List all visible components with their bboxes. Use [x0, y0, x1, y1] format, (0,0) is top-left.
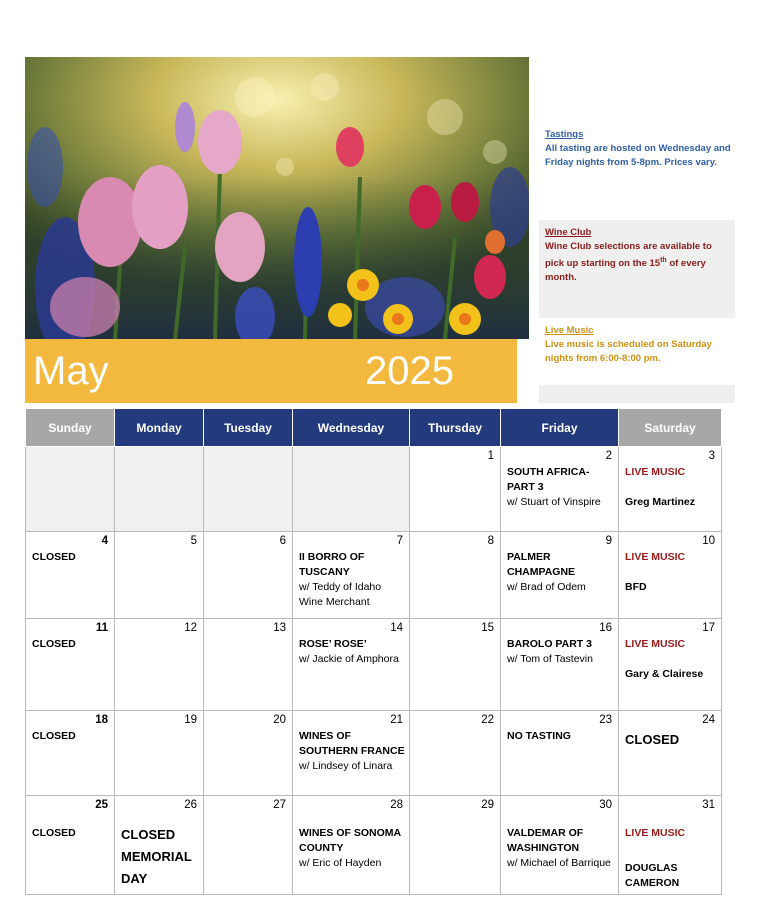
- day-number: 27: [273, 799, 286, 811]
- calendar-week-row: [26, 796, 722, 895]
- live-music-heading: Live Music: [545, 325, 594, 336]
- day-number: 3: [708, 450, 715, 462]
- day-events: [121, 824, 199, 890]
- calendar-day-cell: [26, 711, 115, 796]
- day-events: [507, 550, 614, 595]
- calendar-week-row: [26, 711, 722, 796]
- day-number: 6: [279, 535, 286, 547]
- day-number: 14: [390, 622, 403, 634]
- year-label: 2025: [365, 349, 454, 393]
- event-host: w/ Tom of Tastevin: [507, 653, 593, 665]
- live-music-note: [545, 324, 731, 366]
- calendar-day-cell: [410, 796, 501, 895]
- day-number: 1: [487, 450, 494, 462]
- calendar-day-cell: [204, 711, 293, 796]
- day-events: [299, 550, 405, 610]
- day-events: [507, 826, 614, 871]
- performer-name: BFD: [625, 581, 647, 593]
- header-friday: Friday: [501, 409, 619, 447]
- day-events: [507, 729, 614, 744]
- calendar-day-cell: [293, 532, 410, 619]
- live-music-text: Live music is scheduled on Saturday nights from 6:00-8:00 pm.: [545, 339, 712, 364]
- day-number: 5: [190, 535, 197, 547]
- header-sunday: Sunday: [26, 409, 115, 447]
- calendar-day-cell: [204, 796, 293, 895]
- performer-name: Gary & Clairese: [625, 668, 704, 680]
- calendar-day-cell: [410, 619, 501, 711]
- calendar-week-row: [26, 447, 722, 532]
- performer-name: DOUGLAS CAMERON: [625, 862, 680, 889]
- calendar-day-cell: [619, 711, 722, 796]
- calendar-day-cell: [410, 447, 501, 532]
- blank-note-box: [539, 385, 735, 403]
- event-title: BAROLO PART 3: [507, 638, 592, 650]
- calendar-day-cell: [115, 447, 204, 532]
- calendar-week-row: [26, 532, 722, 619]
- day-events: [299, 729, 405, 774]
- closed-notice: CLOSED: [625, 732, 680, 747]
- day-number: 29: [481, 799, 494, 811]
- day-number: 17: [702, 622, 715, 634]
- calendar-day-cell: [501, 619, 619, 711]
- event-host: w/ Brad of Odem: [507, 581, 586, 593]
- calendar-day-cell: [204, 619, 293, 711]
- day-events: [625, 637, 717, 682]
- calendar-day-cell: [501, 711, 619, 796]
- month-banner: [25, 339, 517, 403]
- calendar-body: [26, 447, 722, 895]
- wine-club-sup: th: [660, 257, 667, 264]
- weekday-header-row: [26, 409, 722, 447]
- live-music-tag: LIVE MUSIC: [625, 827, 686, 839]
- day-events: [507, 637, 614, 667]
- live-music-tag: LIVE MUSIC: [625, 638, 686, 650]
- calendar-week-row: [26, 619, 722, 711]
- closed-notice: CLOSED MEMORIAL DAY: [121, 827, 192, 886]
- calendar-day-cell: [293, 711, 410, 796]
- event-host: w/ Eric of Hayden: [299, 857, 382, 869]
- header-thursday: Thursday: [410, 409, 501, 447]
- wine-club-text: Wine Club selections are available to pick up starting on the 15: [545, 241, 712, 270]
- day-number: 24: [702, 714, 715, 726]
- day-number: 23: [599, 714, 612, 726]
- calendar-day-cell: [115, 796, 204, 895]
- calendar-day-cell: [26, 619, 115, 711]
- tastings-note: [545, 128, 731, 170]
- day-number: 28: [390, 799, 403, 811]
- live-music-tag: LIVE MUSIC: [625, 551, 686, 563]
- day-number: 13: [273, 622, 286, 634]
- day-number: 22: [481, 714, 494, 726]
- calendar-day-cell: [410, 532, 501, 619]
- calendar-day-cell: [410, 711, 501, 796]
- event-title: CLOSED: [32, 551, 76, 563]
- live-music-tag: LIVE MUSIC: [625, 466, 686, 478]
- day-number: 11: [95, 622, 108, 634]
- event-title: WINES OF SOUTHERN FRANCE: [299, 730, 405, 757]
- calendar-day-cell: [293, 619, 410, 711]
- event-host: w/ Teddy of Idaho Wine Merchant: [299, 581, 382, 608]
- day-number: 15: [481, 622, 494, 634]
- event-title: PALMER CHAMPAGNE: [507, 551, 576, 578]
- event-host: w/ Lindsey of Linara: [299, 760, 393, 772]
- day-number: 30: [599, 799, 612, 811]
- day-events: [32, 550, 110, 565]
- calendar-day-cell: [293, 796, 410, 895]
- event-title: SOUTH AFRICA-PART 3: [507, 466, 590, 493]
- calendar-day-cell: [293, 447, 410, 532]
- day-events: [299, 826, 405, 871]
- day-events: [625, 729, 717, 751]
- calendar-day-cell: [115, 711, 204, 796]
- calendar-day-cell: [619, 532, 722, 619]
- wine-club-text-end: of every month.: [545, 258, 706, 284]
- day-events: [299, 637, 405, 667]
- calendar-day-cell: [26, 447, 115, 532]
- event-host: w/ Jackie of Amphora: [299, 653, 399, 665]
- calendar-day-cell: [204, 532, 293, 619]
- day-number: 31: [702, 799, 715, 811]
- day-events: [32, 826, 110, 841]
- day-number: 26: [184, 799, 197, 811]
- calendar-day-cell: [501, 447, 619, 532]
- day-number: 9: [605, 535, 612, 547]
- event-title: CLOSED: [32, 638, 76, 650]
- day-events: [625, 465, 717, 510]
- calendar-day-cell: [501, 796, 619, 895]
- day-events: [507, 465, 614, 510]
- calendar-day-cell: [501, 532, 619, 619]
- event-title: NO TASTING: [507, 730, 571, 742]
- calendar-day-cell: [619, 447, 722, 532]
- day-number: 18: [95, 714, 108, 726]
- event-title: CLOSED: [32, 827, 76, 839]
- day-number: 25: [95, 799, 108, 811]
- calendar-day-cell: [619, 796, 722, 895]
- day-number: 12: [184, 622, 197, 634]
- header-wednesday: Wednesday: [293, 409, 410, 447]
- calendar-day-cell: [619, 619, 722, 711]
- event-title: ROSE’ ROSE’: [299, 638, 367, 650]
- header-saturday: Saturday: [619, 409, 722, 447]
- day-number: 19: [184, 714, 197, 726]
- event-title: II BORRO OF TUSCANY: [299, 551, 365, 578]
- calendar-grid: [25, 408, 722, 895]
- day-number: 21: [390, 714, 403, 726]
- day-events: [32, 637, 110, 652]
- event-host: w/ Stuart of Vinspire: [507, 496, 601, 508]
- day-number: 20: [273, 714, 286, 726]
- performer-name: Greg Martinez: [625, 496, 696, 508]
- event-title: CLOSED: [32, 730, 76, 742]
- day-events: [625, 826, 717, 891]
- day-number: 4: [101, 535, 108, 547]
- event-host: w/ Michael of Barrique: [507, 857, 611, 869]
- tastings-text: All tasting are hosted on Wednesday and Friday nights from 5-8pm. Prices vary.: [545, 143, 731, 168]
- flower-photo: [25, 57, 529, 339]
- calendar-day-cell: [26, 532, 115, 619]
- wine-club-note: [545, 226, 731, 285]
- calendar-day-cell: [204, 447, 293, 532]
- day-events: [32, 729, 110, 744]
- header-tuesday: Tuesday: [204, 409, 293, 447]
- calendar-day-cell: [115, 532, 204, 619]
- calendar-day-cell: [26, 796, 115, 895]
- tastings-heading: Tastings: [545, 129, 584, 140]
- day-number: 8: [487, 535, 494, 547]
- event-title: VALDEMAR OF WASHINGTON: [507, 827, 584, 854]
- day-number: 16: [599, 622, 612, 634]
- header-monday: Monday: [115, 409, 204, 447]
- day-number: 10: [702, 535, 715, 547]
- day-number: 2: [605, 450, 612, 462]
- day-number: 7: [396, 535, 403, 547]
- month-label: May: [33, 349, 109, 393]
- event-title: WINES OF SONOMA COUNTY: [299, 827, 401, 854]
- calendar-day-cell: [115, 619, 204, 711]
- wine-club-heading: Wine Club: [545, 227, 592, 238]
- day-events: [625, 550, 717, 595]
